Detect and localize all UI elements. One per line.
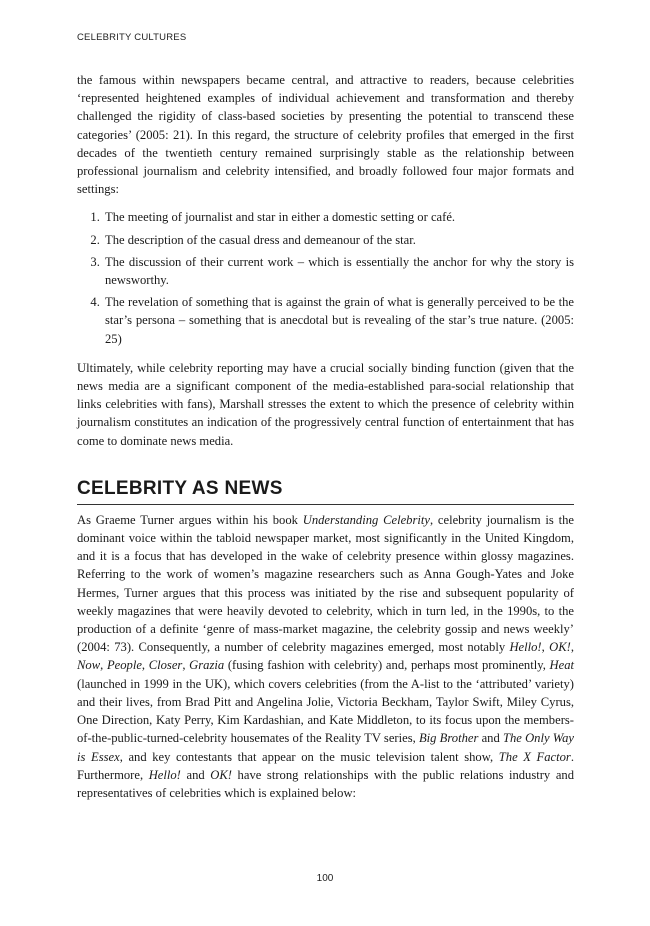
magazine-title: People: [106, 658, 142, 673]
text-run: (fusing fashion with celebrity) and, perhaps most prominently,: [224, 658, 550, 673]
book-title: Understanding Celebrity: [302, 512, 430, 527]
magazine-title: Closer: [148, 658, 183, 673]
magazine-title: OK!: [549, 640, 571, 655]
list-item: 4. The revelation of something that is against the grain of what is generally perceived to be the star’s persona – something that is anecdotal but is revealing of the star’s true nature. (2005: 25): [103, 293, 574, 348]
page-number: 100: [316, 873, 334, 884]
magazine-title: Heat: [549, 658, 575, 673]
text-run: , celebrity journalism is the dominant voice within the tabloid newspaper market, most significantly in the United Kingdom, and it is a focus that has developed in the wake of celebrity presence within glossy magazines. Referring to the work of women’s magazine researchers such as Anna Gough-Yates and Joke Hermes, Turner argues that this process was initiated by the rise and subsequent popularity of weekly magazines that were heavily devoted to celebrity, which in turn led, in the 1990s, to the production of a definite ‘genre of mass-market magazine, the celebrity gossip and news weekly’ (2004: 73). Consequently, a number of celebrity magazines emerged, most notably: [77, 512, 575, 655]
magazine-title: Grazia: [189, 658, 225, 673]
running-head: CELEBRITY CULTURES: [77, 32, 187, 43]
list-item: 3. The discussion of their current work – which is essentially the anchor for why the story is newsworthy.: [103, 253, 574, 289]
show-title: The X Factor: [498, 749, 571, 764]
text-run: ,: [141, 658, 149, 673]
formats-list: [77, 208, 574, 347]
magazine-title: Hello!: [148, 767, 181, 782]
text-run: ,: [570, 640, 574, 655]
text-run: ,: [100, 658, 107, 673]
text-run: As Graeme Turner argues within his book: [77, 512, 303, 527]
magazine-title: Hello!: [509, 640, 542, 655]
list-item: 1. The meeting of journalist and star in either a domestic setting or café.: [103, 208, 574, 226]
text-run: and: [180, 767, 211, 782]
magazine-title: Now: [77, 658, 101, 673]
text-run: have strong relationships with the public relations industry and representatives of celebrities which is explained below:: [77, 767, 574, 800]
show-title: Big Brother: [418, 731, 479, 746]
show-title: The Only Way is Essex: [77, 731, 574, 764]
paragraph: Ultimately, while celebrity reporting may have a crucial socially binding function (given that the news media are a significant component of the media-established para-social relationship that links celebrities with fans), Marshall stresses the extent to which the presence of celebrity within journalism constitutes an indication of the progressively central function of entertainment that has come to dominate news media.: [77, 360, 574, 448]
text-run: , and key contestants that appear on the music television talent show,: [119, 749, 499, 764]
magazine-title: OK!: [210, 767, 232, 782]
list-item: 2. The description of the casual dress and demeanour of the star.: [103, 231, 574, 249]
text-run: (launched in 1999 in the UK), which covers celebrities (from the A-list to the ‘attributed’ variety) and their lives, from Brad Pitt and Angelina Jolie, Victoria Beckham, Taylor Swift, Miley Cyrus, One Direction, Katy Perry, Kim Kardashian, and Kate Middleton, to its focus upon the members-of-the-public-turned-celebrity housemates of the Reality TV series,: [77, 676, 574, 746]
text-run: and: [478, 731, 503, 746]
section-heading: CELEBRITY AS NEWS: [77, 477, 574, 505]
page-body: [77, 71, 574, 802]
paragraph: the famous within newspapers became central, and attractive to readers, because celebrities ‘represented heightened examples of individual achievement and transformation and thereby challenged the rigidity of class-based societies by presenting the potential to transcend these categories’ (2005: 21). In this regard, the structure of celebrity profiles that emerged in the first decades of the twentieth century remained surprisingly stable as the relationship between professional journalism and celebrity intensified, and broadly followed four major formats and settings:: [77, 73, 574, 197]
text-run: . Furthermore,: [77, 749, 574, 782]
paragraph: [77, 511, 574, 802]
text-run: ,: [541, 640, 550, 655]
text-run: ,: [182, 658, 190, 673]
